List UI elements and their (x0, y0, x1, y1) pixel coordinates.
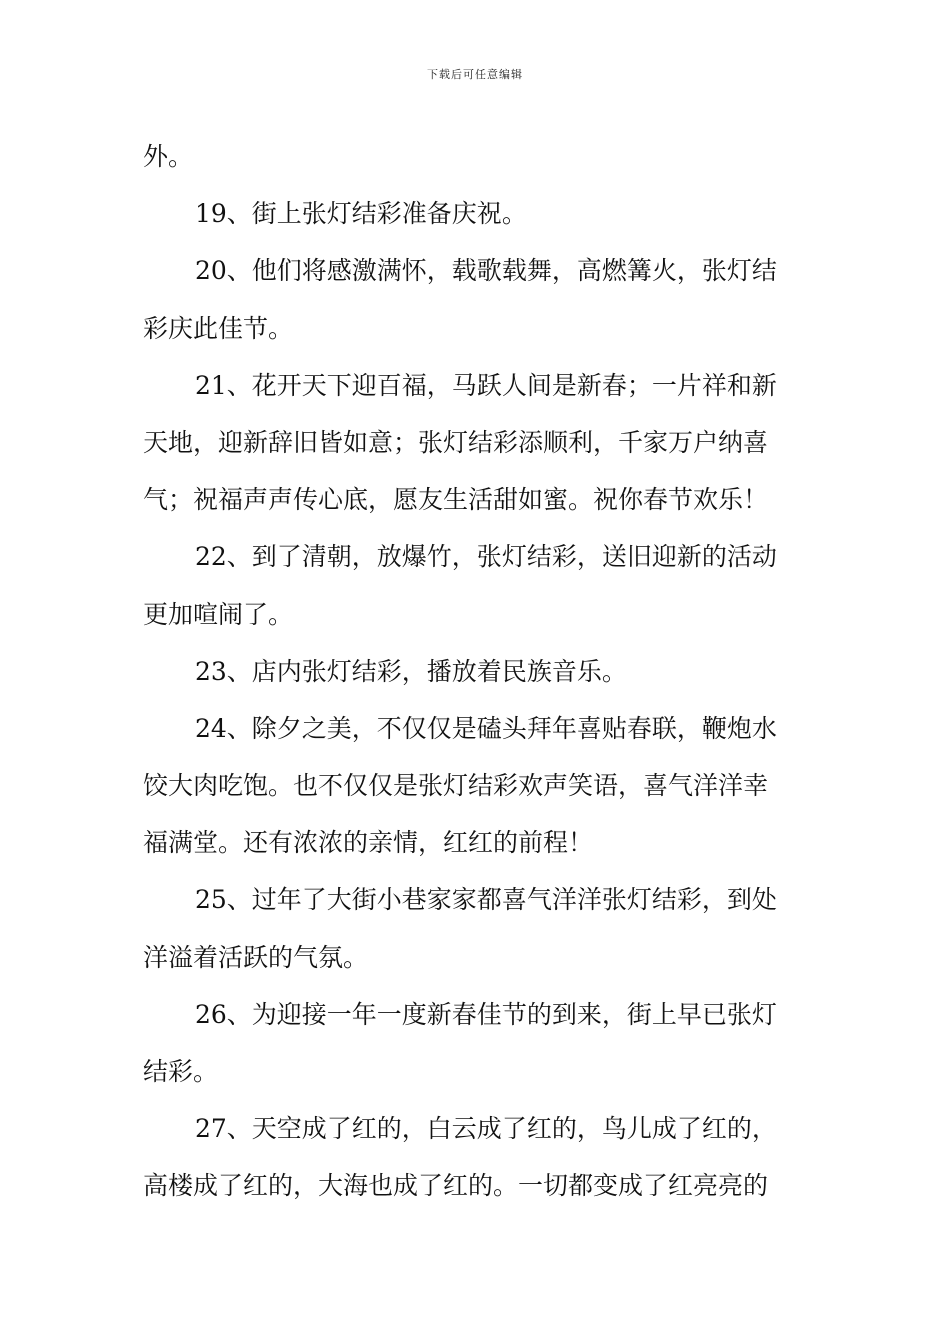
text-line: 26、为迎接一年一度新春佳节的到来，街上早已张灯 (195, 999, 777, 1029)
text-line: 彩庆此佳节。 (143, 313, 294, 343)
text-line: 洋溢着活跃的气氛。 (143, 942, 369, 972)
text-line: 27、天空成了红的，白云成了红的，鸟儿成了红的， (195, 1114, 777, 1144)
text-line: 25、过年了大街小巷家家都喜气洋洋张灯结彩，到处 (195, 885, 777, 915)
text-line: 天地，迎新辞旧皆如意；张灯结彩添顺利，千家万户纳喜 (143, 427, 769, 457)
text-line: 福满堂。还有浓浓的亲情，红红的前程！ (143, 828, 594, 858)
text-line: 23、店内张灯结彩，播放着民族音乐。 (195, 656, 627, 686)
text-line: 外。 (143, 142, 194, 171)
text-line: 饺大肉吃饱。也不仅仅是张灯结彩欢声笑语，喜气洋洋幸 (143, 771, 769, 801)
page-header: 下载后可任意编辑 (427, 68, 523, 81)
text-line: 20、他们将感激满怀，载歌载舞，高燃篝火，张灯结 (195, 256, 777, 286)
document-body (143, 128, 811, 1215)
text-line: 19、街上张灯结彩准备庆祝。 (195, 199, 527, 229)
text-line: 气；祝福声声传心底，愿友生活甜如蜜。祝你春节欢乐！ (143, 485, 769, 515)
text-line: 22、到了清朝，放爆竹，张灯结彩，送旧迎新的活动 (195, 542, 777, 572)
text-line: 结彩。 (143, 1057, 219, 1086)
text-line: 21、花开天下迎百福，马跃人间是新春；一片祥和新 (195, 370, 777, 400)
text-line: 高楼成了红的，大海也成了红的。一切都变成了红亮亮的 (143, 1171, 769, 1201)
text-line: 更加喧闹了。 (143, 599, 294, 629)
text-line: 24、除夕之美，不仅仅是磕头拜年喜贴春联，鞭炮水 (195, 713, 777, 743)
